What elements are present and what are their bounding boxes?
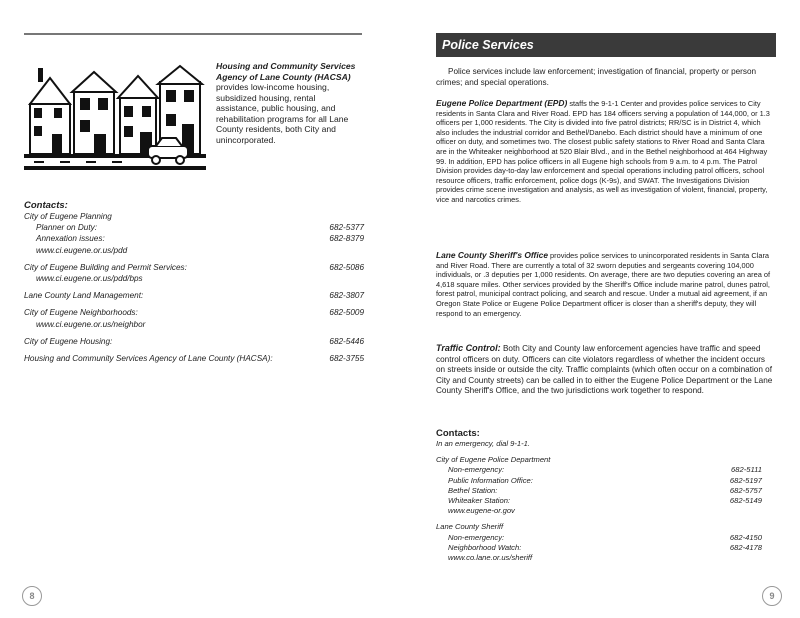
top-rule (24, 33, 362, 35)
hacsa-intro (216, 61, 358, 145)
contact-row (436, 465, 762, 475)
houses-illustration (24, 62, 206, 174)
contact-row (24, 262, 364, 273)
contact-label: Whiteaker Station: (448, 496, 511, 506)
contact-row (436, 486, 762, 496)
traffic-title: Traffic Control: (436, 343, 501, 353)
left-contacts-title: Contacts: (24, 200, 68, 211)
epd-title: Eugene Police Department (EPD) (436, 98, 568, 108)
contact-number: 682-5446 (329, 336, 364, 346)
sheriff-paragraph (436, 251, 776, 318)
contact-number: 682-5086 (329, 262, 364, 272)
contact-url[interactable]: www.ci.eugene.or.us/neighbor (36, 319, 146, 329)
contact-row (436, 496, 762, 506)
page-number-right: 9 (762, 586, 782, 606)
contact-head: City of Eugene Police Department (436, 455, 551, 465)
contact-row (24, 290, 364, 301)
contact-label: Planner on Duty: (36, 223, 97, 233)
contact-row (24, 233, 364, 244)
contact-label: Non-emergency: (448, 532, 505, 542)
contact-row (24, 307, 364, 318)
police-lead: Police services include law enforcement; investigation of financial, property or person crimes; and special operations. (436, 67, 757, 87)
contact-label: Lane County Land Management: (24, 291, 144, 301)
contact-number: 682-8379 (329, 234, 364, 244)
contact-number: 682-5377 (329, 223, 364, 233)
right-contacts (436, 428, 762, 563)
contact-number: 682-3807 (329, 291, 364, 301)
hacsa-intro-title: Housing and Community Services Agency of Lane County (HACSA) (216, 61, 356, 82)
contact-row (436, 533, 762, 543)
contact-head: City of Eugene Planning (24, 212, 112, 221)
contact-label: City of Eugene Building and Permit Services: (24, 262, 187, 272)
banner-title: Police Services (442, 38, 534, 52)
contact-row (24, 336, 364, 347)
contact-url[interactable]: www.eugene-or.gov (448, 506, 515, 516)
contact-label: City of Eugene Housing: (24, 336, 113, 346)
police-services-banner (436, 33, 776, 57)
contact-row (24, 222, 364, 233)
epd-body: staffs the 9-1-1 Center and provides police services to City residents in Santa Clara and River Road. EPD has 184 officers serving a population of 144,000, or 1.3 officers per 1,000 residents. The City is divided into five patrol districts; RR/SC is in District 4, which also includes the industrial corridor and Bethel/Danebo. Each district should have a minimum of one officer on duty, and sometimes two. The closest public safety stations to River Road and Santa Clara are in the Whiteaker neighborhood at 520 Blair Blvd., and in the Bethel neighborhood at 464 Highway 99. In addition, EPD has police officers in all Eugene high schools from 9 a.m. to 4 p.m. The Patrol Division provides day-to-day law enforcement and special operations including patrol officers, school resource officers, traffic enforcement, police dogs (K-9s), and SWAT. The Investigations Division provides crime scene investigation and analysis, as well as investigation of violent, financial, property, vice and narcotics crimes. (436, 99, 770, 204)
contact-number: 682-3755 (329, 354, 364, 364)
contact-number: 682-5757 (729, 485, 762, 495)
page-number-left: 8 (22, 586, 42, 606)
traffic-paragraph (436, 343, 776, 397)
contact-label: Neighborhood Watch: (448, 542, 522, 552)
contact-label: City of Eugene Neighborhoods: (24, 308, 138, 318)
contact-label: Non-emergency: (448, 465, 505, 475)
right-contacts-title: Contacts: (436, 428, 480, 439)
sheriff-title: Lane County Sheriff's Office (436, 250, 548, 260)
left-contacts (24, 200, 364, 364)
contact-url[interactable]: www.ci.eugene.or.us/pdd (36, 245, 128, 255)
contact-number: 682-5009 (329, 308, 364, 318)
contact-number: 682-4178 (729, 542, 762, 552)
contact-head: Lane County Sheriff (436, 522, 504, 532)
emergency-note: In an emergency, dial 9-1-1. (436, 439, 530, 448)
contact-row (436, 476, 762, 486)
contact-label: Bethel Station: (448, 485, 498, 495)
epd-paragraph (436, 99, 776, 205)
contact-number: 682-5149 (729, 496, 762, 506)
contact-url[interactable]: www.ci.eugene.or.us/pdd/bps (36, 274, 143, 284)
sheriff-body: provides police services to unincorporated residents in Santa Clara and River Road. There are currently a total of 32 sworn deputies and sergeants covering 104,000 individuals, or .3 deputies per 1,000 residents. On average, there are two deputies covering an area of 4,618 square miles. Other services provided by the Sheriff's Office include marine patrol, dunes patrol, forest patrol, municipal contract policing, and search and rescue. Under a mutual aid agreement, if an Oregon State Police or Eugene Police Department officer is closer than a sheriff's deputy, they will respond to an emergency. (436, 251, 771, 318)
contact-label: Public Information Office: (448, 475, 533, 485)
traffic-body: Both City and County law enforcement agencies have traffic and speed control officers on duty. Officers can cite violators regardless of whether the incident occurs on streets inside or outside the city. Traffic complaints (which often occur on a combination of City and County streets) can be called in to either the Eugene Police Department or the Lane County Sheriff's Office, and the two jurisdictions work together to respond. (436, 344, 773, 396)
contact-number: 682-5111 (731, 465, 762, 475)
contact-row (24, 353, 364, 364)
contact-row (436, 543, 762, 553)
contact-label: Annexation issues: (36, 234, 105, 244)
contact-url[interactable]: www.co.lane.or.us/sheriff (448, 553, 533, 563)
hacsa-intro-body: provides low-income housing, subsidized housing, rental assistance, public housing, and rehabilitation programs for all Lane County residents, both City and unincorporated. (216, 82, 349, 145)
contact-number: 682-5197 (729, 475, 762, 485)
contact-number: 682-4150 (729, 532, 762, 542)
contact-label: Housing and Community Services Agency of Lane County (HACSA): (24, 354, 273, 364)
